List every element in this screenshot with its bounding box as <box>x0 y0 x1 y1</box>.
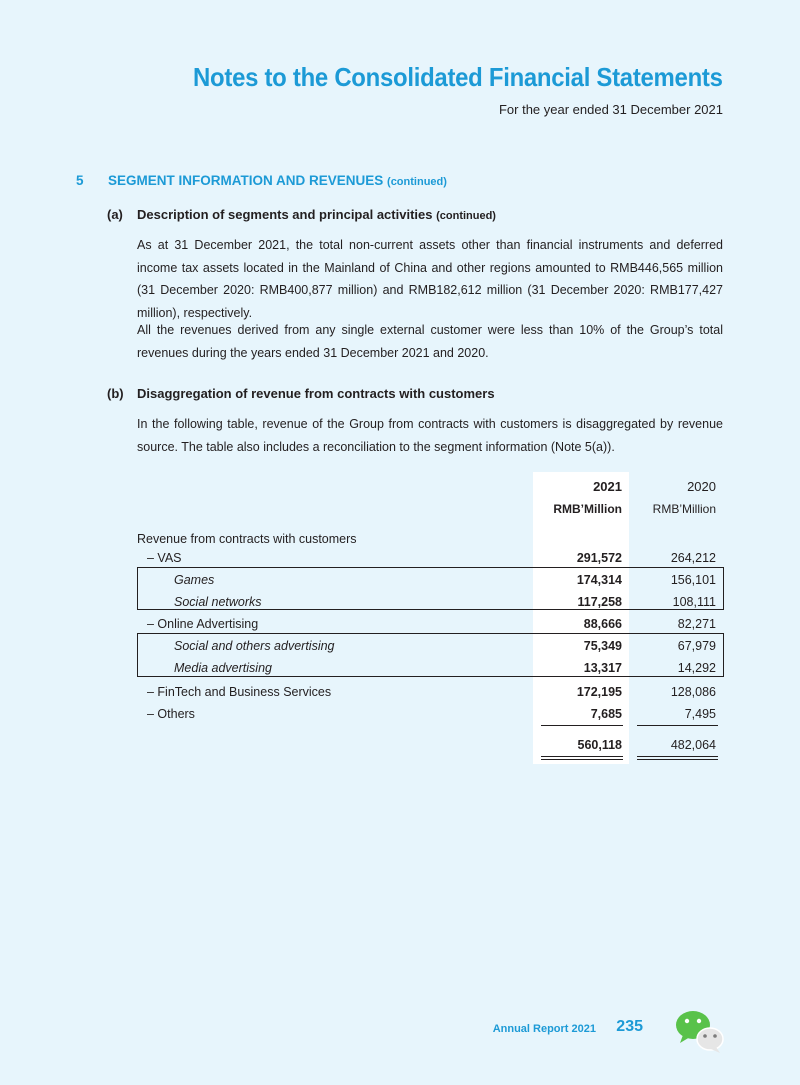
row-label: Social and others advertising <box>174 639 335 653</box>
col-unit-2020: RMB’Million <box>652 502 716 516</box>
row-label: Media advertising <box>174 661 272 675</box>
table-row-others <box>0 707 800 727</box>
paragraph-a1: As at 31 December 2021, the total non-current assets other than financial instruments and deferred income tax assets located in the Mainland of China and other regions amounted to RMB446,565 million (31 December 2020: RMB400,877 million) and RMB182,612 million (31 December 2020: RMB177,427 million), respectively. <box>137 238 723 320</box>
row-value-2020: 128,086 <box>670 685 716 699</box>
section-heading <box>76 173 447 188</box>
total-value-2020: 482,064 <box>670 738 716 752</box>
subheading-a-continued: (continued) <box>436 210 496 222</box>
table-row-total <box>0 738 800 758</box>
row-value-2020: 264,212 <box>670 551 716 565</box>
total-double-rule-2021 <box>541 756 623 760</box>
subheading-b-title: Disaggregation of revenue from contracts with customers <box>137 386 495 401</box>
table-row-social-networks <box>0 595 800 615</box>
wechat-logo-icon <box>674 1008 726 1054</box>
table-row-games <box>0 573 800 593</box>
subheading-a <box>107 207 496 222</box>
row-value-2020: 67,979 <box>677 639 716 653</box>
section-title: SEGMENT INFORMATION AND REVENUES <box>108 173 384 188</box>
row-value-2020: 82,271 <box>677 617 716 631</box>
row-label: – Others <box>147 707 195 721</box>
row-label: – Online Advertising <box>147 617 259 631</box>
row-value-2021: 7,685 <box>590 707 622 721</box>
table-row-fintech <box>0 685 800 705</box>
row-value-2021: 172,195 <box>576 685 622 699</box>
section-continued: (continued) <box>387 176 447 188</box>
page-subtitle: For the year ended 31 December 2021 <box>498 102 723 117</box>
row-value-2020: 156,101 <box>670 573 716 587</box>
row-value-2020: 7,495 <box>684 707 716 721</box>
subheading-a-letter: (a) <box>107 207 123 222</box>
table-header-year <box>0 479 800 499</box>
paragraph-b: In the following table, revenue of the Group from contracts with customers is disaggregated by revenue source. The table also includes a reconciliation to the segment information (Note 5(a)). <box>137 417 723 454</box>
row-value-2021: 117,258 <box>577 595 622 609</box>
paragraph-a2: All the revenues derived from any single external customer were less than 10% of the Group’s total revenues during the years ended 31 December 2021 and 2020. <box>137 323 723 360</box>
subheading-a-title: Description of segments and principal activities <box>137 207 433 222</box>
table-header-unit <box>0 502 800 522</box>
table-row-media-advertising <box>0 661 800 681</box>
row-label: – VAS <box>147 551 182 565</box>
col-unit-2021: RMB’Million <box>553 502 622 516</box>
table-group-label <box>0 532 800 552</box>
row-value-2021: 75,349 <box>583 639 622 653</box>
row-value-2021: 13,317 <box>583 661 622 675</box>
table-row-social-advertising <box>0 639 800 659</box>
page-number: 235 <box>616 1018 643 1035</box>
row-value-2021: 88,666 <box>583 617 622 631</box>
subheading-b <box>107 386 495 401</box>
row-value-2020: 108,111 <box>672 595 716 609</box>
subheading-b-letter: (b) <box>107 386 124 401</box>
row-value-2021: 174,314 <box>576 573 622 587</box>
row-label: Social networks <box>174 595 262 609</box>
footer-label: Annual Report 2021 <box>492 1023 596 1035</box>
row-label: – FinTech and Business Services <box>147 685 332 699</box>
page-title: Notes to the Consolidated Financial Statements <box>193 62 723 92</box>
row-value-2021: 291,572 <box>576 551 622 565</box>
row-value-2020: 14,292 <box>677 661 716 675</box>
total-value-2021: 560,118 <box>577 738 622 752</box>
col-header-2020: 2020 <box>687 479 716 494</box>
col-header-2021: 2021 <box>593 479 622 494</box>
subtotal-rule-2021 <box>541 725 623 726</box>
row-label: Games <box>174 573 215 587</box>
group-label: Revenue from contracts with customers <box>137 532 357 546</box>
subtotal-rule-2020 <box>637 725 718 726</box>
total-double-rule-2020 <box>637 756 718 760</box>
section-number: 5 <box>76 173 84 188</box>
